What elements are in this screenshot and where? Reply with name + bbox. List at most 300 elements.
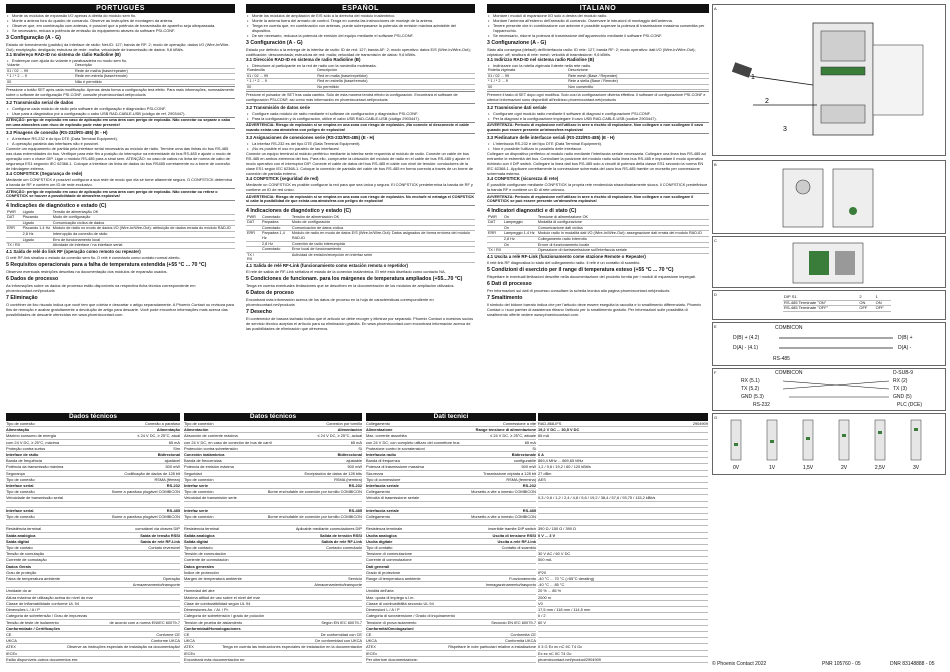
section-text: El relé de salida de RF-Link señaliza el estado de la conexión inalámbrica. El relé está diseñado como contacto NA. (246, 268, 446, 274)
table-cell: Parpadea 1,4 Hz (261, 231, 291, 241)
rs485-pin-a: D(A) - (4.1) (733, 345, 758, 351)
section-heading: 6 Datos de proceso (246, 289, 294, 296)
table-cell: Ruedecilla (246, 68, 316, 73)
table-cell-label: Corrente de comutação (6, 557, 47, 563)
table-cell-value: RS-485 (522, 507, 536, 513)
table-cell-label: Saída analógica (6, 532, 36, 538)
table-cell: Conectado (261, 225, 291, 231)
table-cell-label: Protección contra sobretensión (184, 445, 238, 451)
table-cell: Módulo de radio en modo de datos E/S (Wire-In/Wire-Out): Datos asignados de forma errónea del módulo RAD-ID (291, 231, 475, 241)
table-cell-value: Conformità CE (510, 631, 536, 637)
table-cell-value: RS-485 (348, 507, 362, 513)
rssi-led (806, 437, 810, 440)
table-cell-label: Resistencia terminal (184, 526, 220, 532)
table-cell-value: Salida de relé RF-Link (321, 538, 362, 544)
subsection-heading: 4.1 Saída de relé do link RF (operação como remoto ou repeater) (6, 248, 141, 254)
table-cell: Rotella zigrinata (487, 68, 567, 73)
table-cell-value: Sì (532, 445, 536, 451)
table-cell-label: Proteção contra surtos (6, 445, 46, 451)
table-cell-value: 500 mW (165, 464, 180, 470)
figure-rotary (712, 160, 946, 234)
table-cell: Non consentito (567, 84, 709, 90)
table-cell: Comunicação cíclica de dados (52, 220, 235, 226)
table-cell-label: Collegamento (366, 514, 391, 520)
column-portugues (6, 4, 235, 409)
table-row (487, 248, 709, 254)
table-cell-value: Sim (173, 445, 180, 451)
rssi-label: 3V (912, 465, 920, 471)
dip-row-off-2: OFF (858, 306, 874, 312)
table-cell: Lampeggio 1,4 Hz (503, 231, 537, 237)
note-text: Presione el pulsador de SET tras cada cambio. Solo de esta manera tendrá efecto la configuración. Encontrará el software de configuración PSI-CONF, así como más información en phoenixcontact.net/products (246, 91, 475, 103)
subsection-heading: 3.4 CONFSTICK (sicurezza di rete) (487, 176, 559, 182)
table-cell-value: Conforme CE (156, 631, 180, 637)
subsection-heading: 3.2 Transmissão serial de dados (6, 99, 74, 105)
table-cell-label: 2000 m (538, 594, 551, 600)
table-cell-value: Alimentação (156, 427, 180, 433)
table-row (6, 226, 235, 232)
table-title: Dati tecnici (366, 413, 536, 421)
figure-rs232 (712, 368, 946, 411)
table-cell: * 1 / * 2 ... 9 (6, 74, 74, 80)
footer-pnr: PNR 105760 - 05 (822, 661, 861, 667)
table-cell-label: Máximo consumo de energia (6, 433, 56, 439)
bullet-item: • Para la configuración y la configuración, utilice el cabo USB RAD-CABLE-USB (código 2903447). (246, 116, 475, 121)
bullet-item: • Montare i moduli di espansione I/O solo a destra del modulo radio. (487, 13, 709, 18)
rs232-left-label: RS-232 (753, 402, 770, 408)
subsection-heading: 3.3 Asignaciones de conexiones serie (RS-232/RS-485) (E - H) (246, 135, 375, 141)
table-cell (261, 252, 291, 262)
table-cell-value: RS-485 (166, 507, 180, 513)
table-cell: Descrição (74, 63, 235, 68)
table-cell-value: Operação (162, 576, 180, 582)
table-cell-label: II / 2 (538, 613, 546, 619)
footer-copyright: © Phoenix Contact 2022 (712, 661, 767, 667)
rs232-right-tx: TX (3) (893, 386, 907, 392)
table-cell-label: IECEx (184, 650, 196, 656)
table-cell-label: Velocità di trasmissione seriale (366, 495, 420, 501)
dip-row-on-1: ON (875, 300, 891, 306)
table-cell: 01 / 02 ... 99 (487, 73, 567, 79)
bullet-item: • A operação paralela das interfaces não é possível. (6, 141, 235, 146)
table-cell-value: Morsetto a vite a innesto COMBICON (471, 514, 536, 520)
table-cell-label: Clase de combustibilidad según UL 94 (184, 600, 251, 606)
warning-text: ATENÇÃO: perigo de explosão em caso de aplicação em uma área com perigo de explosão. Não conectar ou retirar o CONFSTICK se houver a possibilidade de atmosfera explosiva! (6, 188, 235, 200)
table-cell-label: com 24 V DC, ≥ 25°C, máxima (6, 439, 59, 445)
table-cell-label: Interfaccia seriale (366, 483, 399, 489)
section-text: Il relè link RF diagnostica lo stato del collegamento radio. Il relè è un contatto di scambio. (487, 259, 641, 265)
table-cell-label: 20 % ... 85 % (538, 588, 562, 594)
table-cell-label: Potencia de emisión máxima (184, 464, 234, 470)
table-cell-value: Contato reversível (148, 545, 180, 551)
table-title: Datos técnicos (184, 413, 362, 421)
table-cell-value: Bidirecional (157, 452, 180, 458)
table-cell-label: Salida digital (184, 538, 208, 544)
bullet-item: • Per la diagnosi e la configurazione impiegare il cavo USB RAD-CABLE-USB (codice 2903447). (487, 116, 709, 121)
table-cell-label: -40 °C ... 70 °C (>55°C derating) (538, 576, 595, 582)
table-cell-value: Alimentación (337, 427, 362, 433)
table-cell-value: RSMA (fêmea) (154, 476, 180, 482)
table-cell-value: Borne a parafuso plugável COMBICON (112, 489, 180, 495)
table-cell: Conectado (261, 215, 291, 220)
table-cell-value: Immagazzinamento/trasporto (485, 582, 536, 588)
rad-id-table (487, 68, 709, 90)
table-cell: Modalità di configurazione (537, 220, 709, 226)
bullet-item: • Configure cada módulo de radio mediante el software de configuración y diagnóstico PSI-CONF. (246, 111, 475, 116)
table-cell: Ligado (22, 220, 52, 226)
table-cell-value: Contatto di scambio (501, 545, 536, 551)
table-cell-value: 65 mA (524, 439, 536, 445)
table-cell-value: ≤ 24 V DC, ≥ 25°C, atual (137, 433, 180, 439)
table-cell-label: IECEx (366, 650, 378, 656)
section-text: Mediante un CONFSTICK es posible configurar la red para que sea única y segura. El CONFSTICK predetermina la banda de RF y contiene un ID de red único. (246, 182, 473, 193)
table-cell-label: Humedad del aire (184, 588, 215, 594)
rssi-device (839, 420, 849, 460)
subsection-heading: 3.4 CONFSTICK (Segurança de rede) (6, 171, 83, 177)
section-heading: 7 Smaltimento (487, 294, 523, 301)
table-cell: 2,8 Hz (261, 241, 291, 247)
table-cell: Modo de configuração (52, 215, 235, 221)
rs232-pin-rx: RX (5.1) (741, 378, 760, 384)
table-cell: 01 / 02 ... 99 (246, 73, 316, 79)
table-cell: PWR (246, 215, 261, 220)
table-cell-label: Banda de frequência (6, 458, 42, 464)
bullet-item: • Endereçar com ajuda do volante e parafusadeira no modo sem fio. (6, 58, 235, 63)
table-cell-label: Tensão de teste de isolamento (6, 619, 59, 625)
table-cell: Descrizione (567, 68, 709, 73)
table-cell: DAT (246, 220, 261, 226)
table-cell: TX / RX (7, 243, 21, 248)
table-cell-value: 2904909 (692, 421, 708, 426)
table-cell-label: Dimensioni L / A / P (366, 607, 400, 613)
table-cell-label: Interface de rádio (6, 452, 39, 458)
table-cell-label: 17,5 mm / 118 mm / 114,5 mm (538, 607, 591, 613)
table-cell: Red en estrella (base/remoto) (316, 79, 475, 85)
table-cell-label: Grau de proteção (6, 569, 37, 575)
table-cell-label: Interface serial (6, 507, 34, 513)
rs232-pin-tx: TX (5.2) (741, 386, 760, 392)
table-cell-label: Corrente di commutazione (366, 557, 412, 563)
rs232-combicon-label: COMBICON (775, 370, 803, 376)
diagnostic-table (487, 215, 709, 254)
warning-text: ADVERTENCIA: Riesgo de explosión si se emplea en una zona con riesgo de explosión. ¡No conecte ni desconecte el cable cuando exista una atmósfera con peligro de explosión! (246, 122, 475, 134)
warning-text: ATENÇÃO: perigo de explosão em caso de aplicação em uma área com perigo de explosão. Não conectar ou separar o cabo em uma atmosfera com risco de explosão pode estar presente! (6, 117, 235, 129)
svg-text:3: 3 (783, 126, 787, 133)
subsection-heading: 3.1 Dirección RAD-ID en sistema de radio Radioline (B) (246, 57, 361, 62)
table-cell-label: Potenza di trasmissione massima (366, 464, 424, 470)
table-row (487, 231, 709, 237)
table-cell: Ligado (22, 210, 52, 215)
table-cell-label: Uscita analogica (366, 532, 397, 538)
bullet-item: • A interface RS-232 é do tipo DTE (Data Terminal Equipment). (6, 136, 235, 141)
subsection-heading: 3.1 Indirizzo RAD-ID nel sistema radio Radioline (B) (487, 57, 595, 62)
dip-row-off-1: OFF (875, 306, 891, 312)
table-cell-value: Bidirezionale (511, 452, 536, 458)
figure-letter-b: B (714, 162, 717, 167)
language-header: PORTUGUÊS (6, 4, 235, 13)
table-cell-value: Aplicable mediante conmutadores DIP (295, 526, 362, 532)
language-header: ITALIANO (487, 4, 709, 13)
table-cell-label: V0 (538, 600, 543, 606)
dip-header-1: 1 (875, 295, 891, 300)
table-cell: Interrupção da conexão de rádio (52, 231, 235, 237)
table-cell-value: Rispettare le note particolari relative a installazione (448, 644, 536, 650)
rs232-right-rx: RX (2) (893, 378, 908, 384)
section-text: Conecte um equipamento de partida pela interface serial necessária ao módulo de rádio. Termine uma das linhas do bus RS-485 nas duas extremidades do bus. Verifique para este fim a posição do interruptor na extremidade do bus RS-485 e ajuste o modo de operação com o chave DIP. Ligar o módulo RS-485 para a sinal sem. ATENÇÃO: no caso de cabos na linha de norma de cabo de segurança ES1 segundo IEC 62368-1. Coloque a interface da linha de dados do bus RS485 corretamente no a borne de conexão de blindagem externa. (6, 146, 231, 172)
bullet-item: • Usar para a diagnóstico por a configuração o cabo USB RAD-CABLE-USB (código de ref. 2903447). (6, 111, 235, 116)
table-cell-label: -40 °C ... 85 °C (538, 582, 565, 588)
table-cell: DAT (487, 220, 503, 226)
table-cell-label: Estão disponíveis outros documentos em: (6, 656, 79, 662)
note-text: Pressione o botão SET após cada modificação. Apenas desta forma a configuração terá efeito. Para mais informações, nomeadamente sobre o software de configuração PSI-CONF, consulte phoenixcontact.net/products (6, 86, 235, 98)
table-cell-label: Interface serial (6, 483, 34, 489)
table-title (538, 413, 708, 421)
section-text: Per informazioni sui dati di processo consultare la scheda tecnica alla pagina phoenixcontact.net/products. (487, 287, 671, 293)
rssi-device (731, 420, 741, 460)
table-cell-label: Categoria di sovratensione / Grado di inquinamento (366, 613, 455, 619)
table-cell-label: Categoría de sobretensión / grado de polución (184, 613, 265, 619)
table-cell: Errore di funzionamento locale (537, 242, 709, 248)
figure-letter-f: F (714, 370, 717, 375)
rssi-label: 0V (732, 465, 740, 471)
table-cell-label: ATEX (6, 644, 16, 650)
section-text: O contêiner de lixo riscado indica que você tem que coletar e descartar o artigo separadamente. A Phoenix Contact ou revisora para fins de remoção e acabar gratuitamente a devolução de artigo para descarte. Você pode encontrar informações mais acerca das possibilidades de descarte oferecidas em www.phoenixcontact.com. (6, 301, 234, 317)
table-cell-value: RSMA (femmina) (506, 476, 536, 482)
table-cell-value: Salida de tensión RSSI (319, 532, 362, 538)
figure-letter-e: E (714, 324, 717, 329)
table-cell-label: Tipo de conexão (6, 476, 35, 482)
table-cell-value: De conformidad con CE (320, 631, 362, 637)
table-values (538, 413, 708, 662)
table-cell: Error local de funcionamiento (291, 247, 475, 253)
rs232-plc-label: PLC (DCE) (897, 402, 923, 408)
table-cell: Piscando 1,4 Hz (22, 226, 51, 231)
table-cell-label: ATEX (366, 644, 376, 650)
table-cell-value: ajustable (346, 458, 362, 464)
section-text: Conecte un equipo terminal al módulo periférico mediante la interfaz serie requerida al módulo de radio. Conecte un cable de bus RS-485 en ambos extremos del bus. Para ello, compruebe la ubicación del módulo de radio en el cable de bus RS-485 y ajuste el modo operativo con el interruptor DIP. Conecte el cable de datos del bus RS-485 el cable con nivel de tensión: conductores de la clase ES1 según IEC 62368-1. Coloque la conexión de pantalla del cable de bus RS-485 en forma correcta a través de un borne de conexión de pantalla externo. (246, 151, 474, 177)
table-cell-value: ≤ 24 V DC, ≥ 25°C, attuale (490, 433, 536, 439)
rssi-led (770, 440, 774, 443)
figures-panel (712, 4, 946, 409)
table-cell-label: 390 Ω / 150 Ω / 390 Ω (538, 526, 576, 532)
section-heading: 5 Condiciones de funcionam. para los márgenes de temperatura ampliados (+55...70 °C) (246, 275, 463, 282)
table-cell-label: con 24 V DC, en caso de conexión de bus de carril (184, 439, 272, 445)
table-cell-label: Uscita digitale (366, 538, 393, 544)
bullet-item: • Observe que, em combinação com antenas, é possível que a potência de transmissão de aparelho seja ultrapassada. (6, 23, 235, 28)
table-row (246, 84, 475, 90)
table-cell-value: Observe as instruções especiais de instalação na documentação! (66, 644, 180, 650)
dip-row-on-label: RS-485 Terminate "ON" (783, 300, 858, 306)
table-cell-label: Tipo de conexión (184, 476, 214, 482)
figure-rssi (712, 413, 946, 475)
table-cell-label: Tipo de conexión (184, 514, 214, 520)
table-cell-label: Datos generales (184, 563, 215, 569)
table-cell-value: RS-232 (166, 483, 180, 489)
table-cell-label: Segurança (6, 470, 25, 476)
table-cell: 00 (246, 84, 316, 90)
table-cell: On (503, 225, 537, 231)
table-row (246, 252, 475, 262)
table-cell-label: Margen de temperatura ambiente (184, 576, 242, 582)
section-text: Observar eventuais restrições descritas na documentação dos módulos de expansão usados. (6, 268, 168, 274)
section-heading: 6 Dati di processo (487, 280, 532, 287)
device-illustration (713, 5, 945, 155)
table-cell-value: Trasmissione criptata a 128 bit (483, 470, 536, 476)
table-cell: 00 (6, 79, 74, 85)
table-cell-value: configurabile (513, 458, 536, 464)
section-text: Estado de fornecimento (padrão) da Interface de rádio: Net-ID: 127; banda de RF: 2; modo de operação: dados I/O (Wire-In/Wire-Out); encriptação: desligada; estrutura de rede: malha; velocidade de transmissão de dados: 9,6 kBit/s. (6, 42, 230, 52)
table-cell-value: 500 mW (347, 464, 362, 470)
bullet-item: • Indirizzare con la rotella zigrinata l'utente nella rete radio. (487, 63, 709, 68)
table-cell-value: Tenga en cuenta las instrucciones especiales de instalación en la documentación (222, 644, 362, 650)
bullet-item: • Direccione al participante en la red de radio con la ruedecilla moleteada. (246, 63, 475, 68)
table-cell (22, 243, 52, 249)
table-row (246, 231, 475, 241)
table-cell-label: 6 A (538, 452, 544, 458)
table-espanol (184, 413, 362, 662)
table-cell-label: Dados Gerais (6, 563, 32, 569)
section-text: Collegare un dispositivo periferico al modulo radio mediante l'interfaccia seriale necessaria. Collegare una linea bus RS-485 ad entrambe le estremità del bus. Controllare la posizione del modulo radio sulla linea bus RS-485 e impostare il modo operativo richiesto con il DIP switch. Collegare la linea dati bus RS-485 solo a circuiti di potenza della classe ES1 secondo la norma EN IEC 62368-1. Applicare correttamente la connessione schermata del cavo bus RS-485 tramite un morsetto per connessione schermata esterno. (487, 151, 706, 177)
table-cell-label: 869,4 MHz ... 869,65 MHz (538, 458, 584, 464)
table-cell-label: Altura máxima de utilização acima do nível do mar (6, 594, 93, 600)
bullet-item: • Configurare ogni modulo radio mediante il software di diagnosi e configurazione PSI-CONF. (487, 111, 709, 116)
table-cell-label: Tensione di prova isolamento (366, 619, 417, 625)
bullet-item: • ¡No es posible el uso en paralelo de las interfaces! (246, 146, 475, 151)
table-cell-label: Umidade do ar (6, 588, 32, 594)
section-heading: 5 Requisitos operacionais para a falha de temperatura estendida (+55 °C ... 70 °C) (6, 261, 207, 268)
figure-device (712, 4, 946, 156)
table-cell-label: Tipo de conexão (6, 489, 35, 495)
table-cell-label: Tipo de contato (6, 545, 33, 551)
table-cell-value: ajustável (164, 458, 180, 464)
table-cell-label: 27 dBm (538, 470, 552, 476)
table-cell-label: Máxima altitud de uso sobre el nivel del mar (184, 594, 260, 600)
language-header: ESPAÑOL (246, 4, 475, 13)
subsection-heading: 3.2 Trasmissione dati seriale (487, 104, 547, 110)
table-cell-value: de acordo com a norma EN/IEC 60079-7 (109, 619, 180, 625)
table-cell-label: Ex ec nC IIC T4 Gc (538, 650, 572, 656)
table-cell-label: Velocidade de transmissão serial (6, 495, 63, 501)
table-cell-label: phoenixcontact.net/product/2904909 (538, 656, 601, 662)
table-cell-value: comutável via chaves DIP (135, 526, 180, 532)
rad-id-table (6, 63, 235, 85)
table-cell: Rete a stella (Base / Remote) (567, 79, 709, 85)
table-cell-value: Borne enchufable de conexión por tornillo COMBICON (267, 514, 362, 520)
table-cell-value: Bidireccional (337, 452, 362, 458)
section-text: Mediante um CONFSTICK é possível configurar a sua rede de modo que ela se torne altamente segura. O CONFSTICK determina a banda de RF e contém um ID de rede exclusivo. (6, 177, 232, 188)
rotary-illustration (713, 161, 945, 233)
rs485-right-b: D(B) + (898, 335, 913, 341)
section-heading: 4 Indicações de diagnóstico e estado (C) (6, 202, 107, 209)
rssi-led (878, 431, 882, 434)
section-heading: 6 Dados de processo (6, 275, 59, 282)
table-cell-value: Codificação de dados de 128 bit (124, 470, 180, 476)
subsection-heading: 3.3 Pinagens de conexão (RS-232/RS-485) (E - H) (6, 130, 108, 136)
bullet-item: • Se necessário, reduza a potência de emissão do equipamento através do software PSI-CONF. (6, 28, 235, 33)
table-cell-label: Resistência terminal (6, 526, 42, 532)
table-cell-label: 500 mA (538, 557, 552, 563)
table-cell-label: Banda di frequenza (366, 458, 400, 464)
table-cell-value: Conforme UKCA (151, 638, 180, 644)
section-text: È possibile configurare mediante CONFSTICK la propria rete rendendola straordinariamente sicura. Il CONFSTICK predefinisce la banda RF e contiene un ID di rete univoco. (487, 182, 708, 193)
table-cell: Módulo de rádio no modo de dados I/O (Wire-In/Wire-Out): atribuição de dados errada do módulo RAD-ID (52, 226, 235, 232)
table-cell-label: con 24 V DC, con completo utilizzo del connettore bus (366, 439, 460, 445)
table-cell: Tensão de alimentação OK (52, 210, 235, 215)
rssi-device (875, 420, 885, 460)
section-text: O relé RF-link sinaliza o estado da conexão sem fio. O relé é conectado como contato normal aberto. (6, 254, 181, 260)
table-cell-label: Collegamento (366, 421, 391, 426)
table-cell-label: CE (184, 631, 190, 637)
table-cell-label: Alimentazione (366, 427, 393, 433)
subsection-heading: 3.4 CONFSTICK (seguridad de red) (246, 176, 319, 182)
table-cell: * 1 / * 2 ... 9 (487, 79, 567, 85)
section-text: Stato alla consegna (default) dell'interfaccia radio: ID rete: 127; banda RF: 2; modo operativo: dati I/O (Wire-In/Wire-Out); criptaturz: off; struttura di rete: mesh; velocità di trasmissione: 9,6 kBit/s. (487, 47, 696, 57)
table-cell-label: Interfaz serie (184, 483, 209, 489)
table-cell: ERR (6, 226, 22, 232)
table-cell: On (503, 215, 537, 220)
table-cell-label: Interfaccia seriale (366, 507, 399, 513)
table-cell: ERR (246, 231, 261, 241)
table-cell (503, 248, 537, 254)
table-cell-value: Morsetto a vite a innesto COMBICON (471, 489, 536, 495)
table-cell-label: Salida analógica (184, 532, 215, 538)
bullet-item: • Se necessario, ridurre la potenza di trasmissione dell'apparecchio mediante il software PSI-CONF. (487, 33, 709, 38)
table-cell-label: Corriente de conmutación (184, 557, 229, 563)
table-cell-label: Tensión de conmutación (184, 551, 226, 557)
table-cell: Parpadea (261, 220, 291, 226)
table-cell: Tensione di alimentazione OK (537, 215, 709, 220)
table-cell-value: Saída de relé RF-Link (140, 538, 180, 544)
table-cell-label: Tipo de conexão (6, 514, 35, 520)
table-cell-label: Conformidad/Homologaciones (184, 625, 241, 631)
rs485-pin-b: D(B) + (4.2) (733, 335, 760, 341)
table-cell-label: Banda de frecuencias (184, 458, 222, 464)
table-cell: Descripción (316, 68, 475, 73)
table-cell-label: Dimensões L / A / P (6, 607, 40, 613)
table-cell-label: Tensión de prueba de aislamiento (184, 619, 243, 625)
figure-dip (712, 290, 946, 320)
subsection-heading: 3.1 Endereço RAD-ID no sistema de rádio Radioline (B) (6, 52, 121, 57)
table-cell-value: Saída de tensão RSSI (140, 532, 180, 538)
table-cell-label: Tipo di connessione (366, 476, 401, 482)
footer (0, 658, 950, 670)
table-cell: Red en malla (base/repetidor) (316, 73, 475, 79)
table-cell: 2,8 Hz (22, 231, 52, 237)
section-heading: 7 Desecho (246, 308, 272, 315)
rs232-right-gnd: GND (5) (893, 394, 912, 400)
table-cell: Rete mesh (Base / Repeater) (567, 73, 709, 79)
dip-row-off-label: RS-485 Terminate "OFF" (783, 306, 858, 312)
table-cell: Collegamento radio interrotto (537, 236, 709, 242)
bullet-item: • De ser necesario, reduzca la potencia de emisión del equipo mediante el software PSI-CONF. (246, 33, 475, 38)
warning-text: AVVERTENZA: Pericolo di esplosione nell'utilizzo in aree a rischio di esplosione. Non collegare o non scollegare il CONFSTICK se può essere presente un'atmosfera esplosiva! (487, 193, 709, 205)
table-cell: Conexión de radio interrumpida (291, 241, 475, 247)
figure-letter-d: D (714, 292, 717, 297)
table-cell: Rede em estrela (base/remote) (74, 74, 235, 80)
table-cell-label: Protezione contro le sovratensioni (366, 445, 425, 451)
table-cell-value: 65 mA (350, 439, 362, 445)
table-cell-value: Armazenamento/transporte (132, 582, 180, 588)
table-cell-label: Encontrará más documentación en: (184, 656, 246, 662)
table-cell-value: ≤ 24 V DC, ≥ 25°C, actual (317, 433, 362, 439)
table-cell: No permitido (316, 84, 475, 90)
table-cell-value: Encriptación de datos de 128 bits (304, 470, 362, 476)
table-cell: Actividad de emisión/recepción en interfaz serie (291, 252, 475, 262)
table-cell-label: Tipo de conexión (184, 489, 214, 495)
section-heading: 4 Indicatori diagnostici e di stato (C) (487, 207, 577, 214)
table-cell-label: Conexión inalámbrica (184, 452, 225, 458)
table-cell-label: RAD-868-IFS (538, 421, 562, 426)
